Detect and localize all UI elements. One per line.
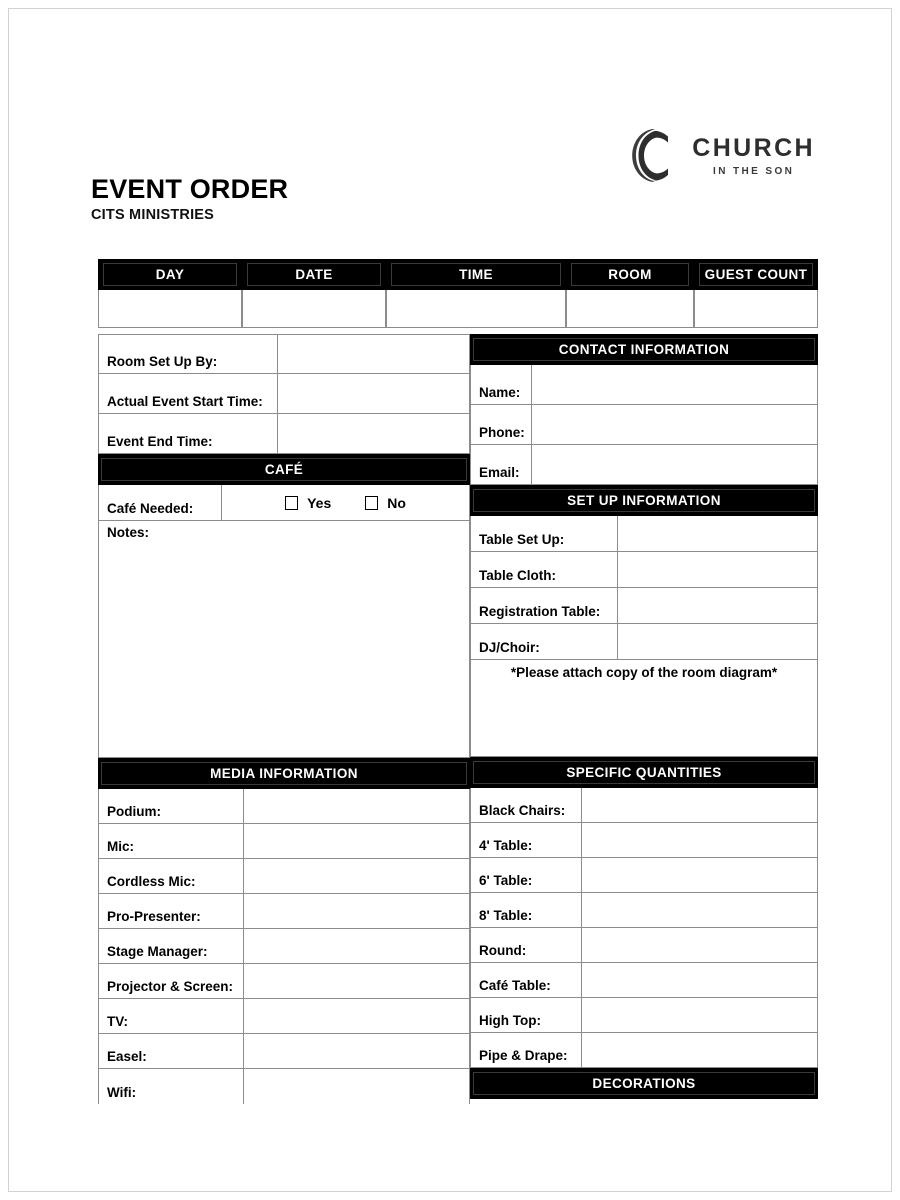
section-header-media-information: MEDIA INFORMATION [98,758,470,789]
row-mic [98,824,470,859]
field-table-set-up[interactable] [618,516,818,552]
church-c-monogram-icon [628,127,682,185]
row-high-top [470,998,818,1033]
section-header-decorations: DECORATIONS [470,1068,818,1099]
schedule-table-value-row [98,290,818,328]
row-tv [98,999,470,1034]
field-cafe-notes[interactable] [98,521,470,758]
field-mic[interactable] [244,824,470,859]
row-room-set-up-by [98,334,470,374]
label-round: Round: [470,928,582,963]
label-8-table: 8' Table: [470,893,582,928]
column-header-guest-count: GUEST COUNT [694,259,818,290]
label-black-chairs: Black Chairs: [470,788,582,823]
label-mic: Mic: [98,824,244,859]
field-contact-phone[interactable] [532,405,818,445]
section-header-specific-quantities: SPECIFIC QUANTITIES [470,757,818,788]
row-round [470,928,818,963]
field-easel[interactable] [244,1034,470,1069]
row-contact-phone [470,405,818,445]
field-black-chairs[interactable] [582,788,818,823]
row-cafe-table [470,963,818,998]
label-table-cloth: Table Cloth: [470,552,618,588]
checkbox-yes-label: Yes [307,494,332,511]
checkbox-cafe-yes[interactable] [285,495,331,511]
row-event-end-time [98,414,470,454]
row-contact-email [470,445,818,485]
field-room[interactable] [566,290,694,328]
field-actual-event-start-time[interactable] [278,374,470,414]
checkbox-no-label: No [387,494,406,511]
logo-wordmark: CHURCH [692,133,815,162]
row-table-set-up [470,516,818,552]
row-podium [98,789,470,824]
row-pipe-and-drape [470,1033,818,1068]
checkbox-cafe-no[interactable] [365,495,406,511]
column-header-time: TIME [386,259,566,290]
label-high-top: High Top: [470,998,582,1033]
label-event-end-time: Event End Time: [98,414,278,454]
label-6-table: 6' Table: [470,858,582,893]
label-room-set-up-by: Room Set Up By: [98,334,278,374]
row-actual-event-start-time [98,374,470,414]
checkbox-no-icon[interactable] [365,496,378,510]
row-8-table [470,893,818,928]
form-columns [98,334,818,1104]
row-easel [98,1034,470,1069]
field-8-table[interactable] [582,893,818,928]
event-order-form [98,259,818,1104]
checkbox-yes-icon[interactable] [285,496,298,510]
field-pro-presenter[interactable] [244,894,470,929]
field-contact-email[interactable] [532,445,818,485]
field-podium[interactable] [244,789,470,824]
column-header-date: DATE [242,259,386,290]
field-stage-manager[interactable] [244,929,470,964]
field-round[interactable] [582,928,818,963]
row-cordless-mic [98,859,470,894]
section-header-contact-information: CONTACT INFORMATION [470,334,818,365]
label-table-set-up: Table Set Up: [470,516,618,552]
row-wifi [98,1069,470,1104]
field-table-cloth[interactable] [618,552,818,588]
field-cafe-table[interactable] [582,963,818,998]
field-date[interactable] [242,290,386,328]
row-contact-name [470,365,818,405]
field-dj-choir[interactable] [618,624,818,660]
schedule-table [98,259,818,328]
field-wifi[interactable] [244,1069,470,1104]
field-projector-and-screen[interactable] [244,964,470,999]
label-cafe-table: Café Table: [470,963,582,998]
field-high-top[interactable] [582,998,818,1033]
title-block [91,175,288,223]
field-contact-name[interactable] [532,365,818,405]
right-column [470,334,818,1099]
row-cafe-needed [98,485,470,521]
field-pipe-and-drape[interactable] [582,1033,818,1068]
room-diagram-note: *Please attach copy of the room diagram* [470,660,818,757]
logo-text [692,133,815,177]
label-stage-manager: Stage Manager: [98,929,244,964]
row-projector-and-screen [98,964,470,999]
label-actual-event-start-time: Actual Event Start Time: [98,374,278,414]
field-tv[interactable] [244,999,470,1034]
label-wifi: Wifi: [98,1069,244,1104]
label-contact-email: Email: [470,445,532,485]
label-podium: Podium: [98,789,244,824]
row-table-cloth [470,552,818,588]
section-header-cafe: CAFÉ [98,454,470,485]
label-4-table: 4' Table: [470,823,582,858]
section-header-set-up-information: SET UP INFORMATION [470,485,818,516]
field-6-table[interactable] [582,858,818,893]
field-day[interactable] [98,290,242,328]
row-6-table [470,858,818,893]
label-pro-presenter: Pro-Presenter: [98,894,244,929]
left-column [98,334,470,1104]
label-easel: Easel: [98,1034,244,1069]
document-header [91,127,815,245]
label-notes: Notes: [107,525,150,540]
field-registration-table[interactable] [618,588,818,624]
column-header-room: ROOM [566,259,694,290]
label-cordless-mic: Cordless Mic: [98,859,244,894]
field-room-set-up-by[interactable] [278,334,470,374]
label-pipe-and-drape: Pipe & Drape: [470,1033,582,1068]
row-registration-table [470,588,818,624]
logo-tagline: IN THE SON [713,165,795,177]
church-logo [628,127,815,185]
row-black-chairs [470,788,818,823]
label-dj-choir: DJ/Choir: [470,624,618,660]
field-guest-count[interactable] [694,290,818,328]
field-time[interactable] [386,290,566,328]
row-pro-presenter [98,894,470,929]
schedule-table-header-row [98,259,818,290]
label-contact-name: Name: [470,365,532,405]
field-cordless-mic[interactable] [244,859,470,894]
page-subtitle: CITS MINISTRIES [91,207,215,224]
cafe-needed-options [222,485,470,521]
label-cafe-needed: Café Needed: [98,485,222,521]
row-4-table [470,823,818,858]
field-4-table[interactable] [582,823,818,858]
label-projector-and-screen: Projector & Screen: [98,964,244,999]
page-sheet [8,8,892,1192]
label-tv: TV: [98,999,244,1034]
label-registration-table: Registration Table: [470,588,618,624]
column-header-day: DAY [98,259,242,290]
row-stage-manager [98,929,470,964]
label-contact-phone: Phone: [470,405,532,445]
row-dj-choir [470,624,818,660]
page-title: EVENT ORDER [91,174,289,204]
field-event-end-time[interactable] [278,414,470,454]
